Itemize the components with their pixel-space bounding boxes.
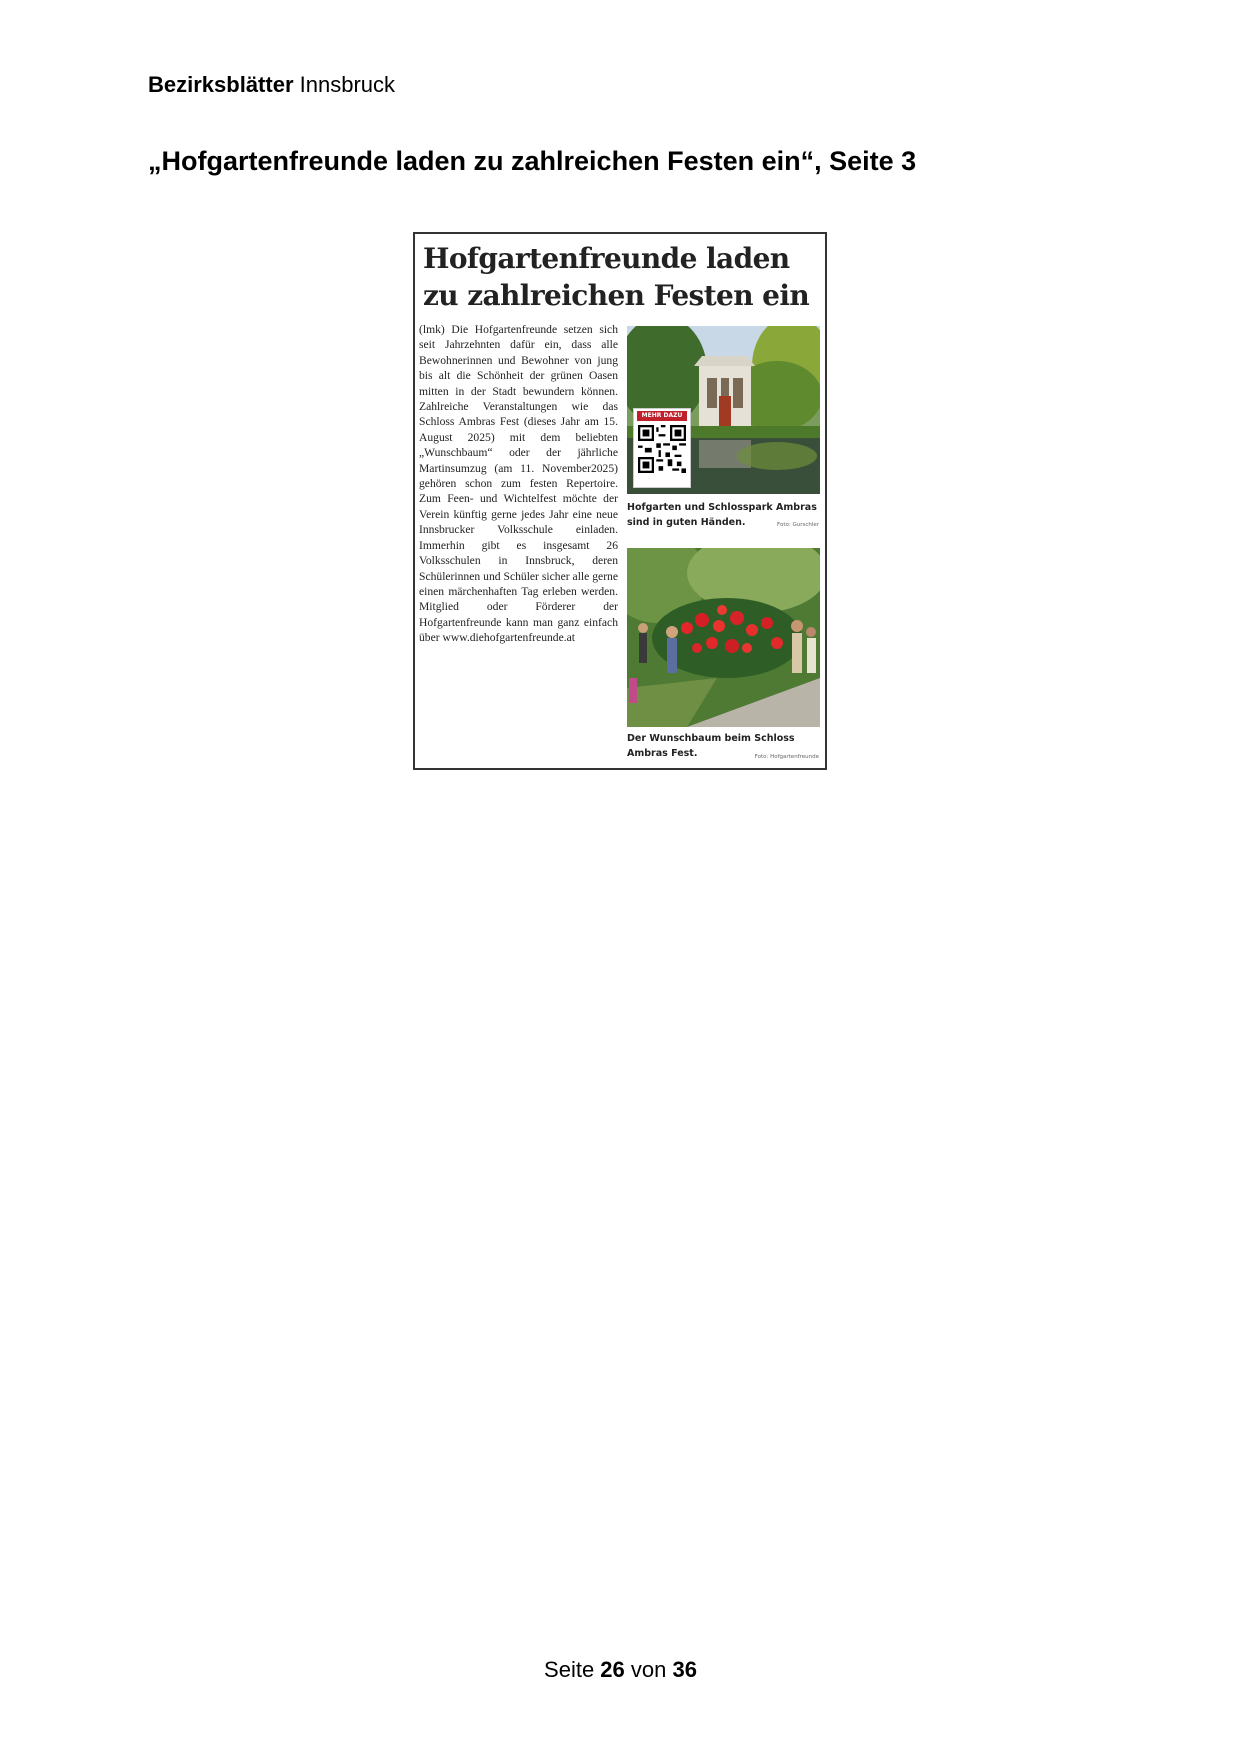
document-title: „Hofgartenfreunde laden zu zahlreichen Festen ein“, Seite 3 <box>148 146 917 176</box>
article-headline: Hofgartenfreunde laden zu zahlreichen Festen ein <box>423 242 810 312</box>
article-body: (lmk) Die Hofgartenfreunde setzen sich seit Jahrzehnten dafür ein, dass alle Bewohnerinnen und Bewohner von jung bis alt die Schönheit der grünen Oasen mitten in der Stadt bewundern können. Zahlreiche Veranstaltungen wie das Schloss Ambras Fest (dieses Jahr am 15. August 2025) mit dem beliebten „Wunschbaum“ oder der jährliche Martinsumzug (am 11. November2025) gehören schon zum festen Repertoire. Zum Feen- und Wichtelfest möchte der Verein künftig gerne jedes Jahr eine neue Innsbrucker Volksschule einladen. Immerhin gibt es insgesamt 26 Volksschulen in Innsbruck, deren Schülerinnen und Schüler sicher alle gerne einen märchenhaften Tag erleben werden. Mitglied oder Förderer der Hofgartenfreunde kann man ganz einfach über www.diehofgartenfreunde.at <box>419 323 618 645</box>
page-number-current: 26 <box>600 1657 625 1682</box>
photo-hofgarten <box>627 326 820 494</box>
photo2-caption: Der Wunschbaum beim Schloss Ambras Fest. <box>627 733 795 759</box>
publication-name <box>148 72 395 98</box>
qr-code-box[interactable] <box>633 408 691 488</box>
photo1-caption: Hofgarten und Schlosspark Ambras sind in guten Händen. <box>627 502 817 528</box>
photo-wunschbaum <box>627 548 820 727</box>
page-number <box>0 1657 1241 1683</box>
newspaper-clipping <box>413 232 827 770</box>
page-number-prefix: Seite <box>544 1657 601 1682</box>
wunschbaum-image <box>627 548 820 727</box>
photo2-credit: Foto: Hofgartenfreunde <box>754 754 819 760</box>
publication-name-city: Innsbruck <box>293 72 396 97</box>
publication-name-bold: Bezirksblätter <box>148 72 294 97</box>
page-number-middle: von <box>624 1657 673 1682</box>
qr-code-icon <box>638 425 686 473</box>
page-number-total: 36 <box>672 1657 697 1682</box>
photo1-credit: Foto: Gurschler <box>776 522 819 528</box>
qr-label: MEHR DAZU <box>637 411 687 421</box>
